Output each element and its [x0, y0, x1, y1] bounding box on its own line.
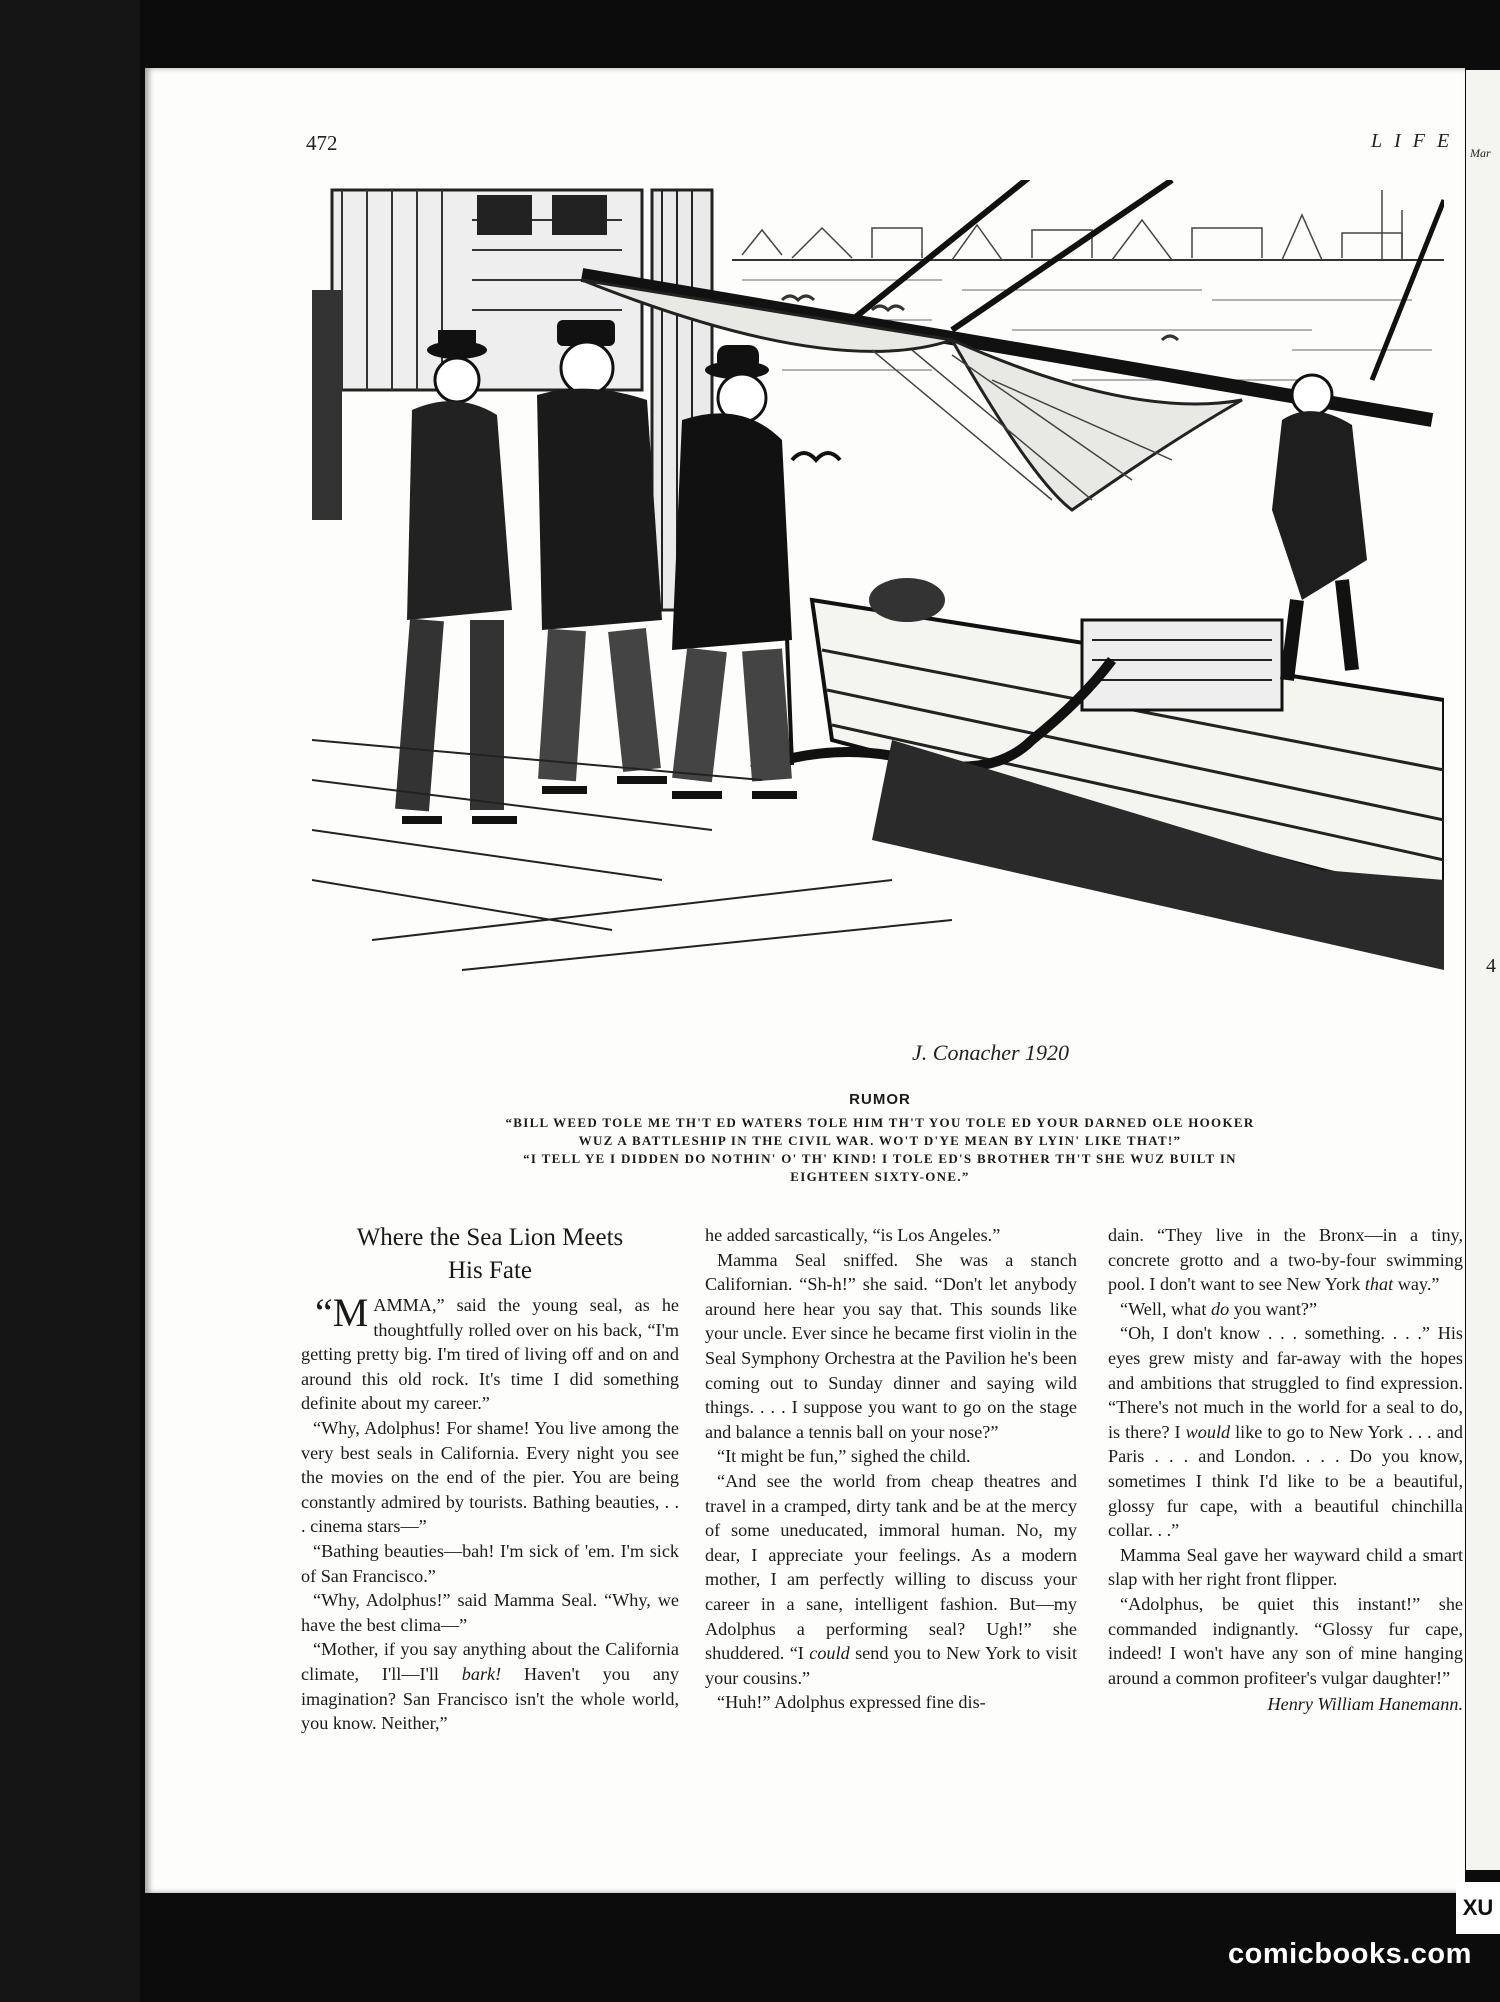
next-page-header: Mar: [1470, 146, 1491, 160]
cartoon-caption: [450, 1091, 1310, 1186]
drop-cap: “M: [315, 1290, 369, 1335]
paragraph: “Mother, if you say anything about the California climate, I'll—I'll bark! Haven't you any imagination? San Francisco isn't the whole world, you know. Neither,”: [301, 1639, 679, 1734]
paragraph: “MAMMA,” said the young seal, as he thoughtfully rolled over on his back, “I'm getting pretty big. I'm tired of living off and on and around this old rock. It's time I did something definite about my career.”: [301, 1290, 679, 1414]
paragraph: “It might be fun,” sighed the child.: [717, 1446, 971, 1467]
paragraph: “Oh, I don't know . . . something. . . .” His eyes grew misty and far-away with the hopes and ambitions that struggled to find expression. “There's not much in the world for a seal to do, is there? I would like to go to New York . . . and Paris . . . and London. . . . Do you know, sometimes I think I'd like to be a beautiful, glossy fur cape, with a beautiful chinchilla collar. . .”: [1108, 1323, 1463, 1541]
paragraph: he added sarcastically, “is Los Angeles.”: [705, 1225, 1001, 1245]
side-tab: XU: [1456, 1882, 1500, 1934]
article-title-line-1: Where the Sea Lion Meets: [356, 1224, 624, 1251]
caption-title: RUMOR: [849, 1091, 911, 1108]
magazine-page: [145, 68, 1465, 1893]
article-column-2: [705, 1223, 1077, 1715]
paragraph: “Adolphus, be quiet this instant!” she commanded indignantly. “Glossy fur cape, indeed! I won't have any son of mine hanging around a common profiteer's vulgar daughter!”: [1108, 1593, 1463, 1688]
caption-line: WUZ A BATTLESHIP IN THE CIVIL WAR. WO'T D'YE MEAN BY LYIN' LIKE THAT!”: [578, 1133, 1182, 1148]
caption-line: “I TELL YE I DIDDEN DO NOTHIN' O' TH' KIND! I TOLE ED'S BROTHER TH'T SHE WUZ BUILT IN: [523, 1151, 1237, 1166]
author-signature: Henry William Hanemann.: [1267, 1694, 1463, 1715]
next-page-number: 4: [1486, 955, 1496, 977]
scan-edge: [0, 0, 140, 2002]
caption-line: EIGHTEEN SIXTY-ONE.”: [790, 1169, 970, 1184]
article-title-line-2: His Fate: [447, 1257, 533, 1284]
artist-signature: J. Conacher 1920: [912, 1040, 1070, 1065]
magazine-title: LIFE: [1371, 130, 1462, 152]
watermark: comicbooks.com: [1228, 1938, 1472, 1970]
next-page-edge: [1466, 70, 1500, 1870]
cartoon-drawing: [312, 180, 1444, 1085]
paragraph: dain. “They live in the Bronx—in a tiny, concrete grotto and a two-by-four swimming pool. I don't want to see New York that way.”: [1108, 1225, 1463, 1295]
page-number: 472: [306, 131, 338, 155]
paragraph: “Huh!” Adolphus expressed fine dis-: [717, 1692, 986, 1713]
paragraph: “Why, Adolphus!” said Mamma Seal. “Why, we have the best clima—”: [301, 1590, 679, 1635]
paragraph: Mamma Seal gave her wayward child a smart slap with her right front flipper.: [1108, 1544, 1463, 1590]
caption-line: “BILL WEED TOLE ME TH'T ED WATERS TOLE HIM TH'T YOU TOLE ED YOUR DARNED OLE HOOKER: [505, 1115, 1255, 1130]
article: [145, 1223, 1465, 1823]
article-column-3: [1108, 1223, 1463, 1717]
paragraph: “Bathing beauties—bah! I'm sick of 'em. I'm sick of San Francisco.”: [301, 1540, 679, 1586]
paragraph: “And see the world from cheap theatres and travel in a cramped, dirty tank and be at the mercy of some uneducated, immoral human. No, my dear, I appreciate your feelings. As a modern mother, I am perfectly willing to discuss your career in a sane, intelligent fashion. But—my Adolphus a performing seal? Ugh!” she shuddered. “I could send you to New York to visit your cousins.”: [705, 1470, 1077, 1688]
paragraph: Mamma Seal sniffed. She was a stanch Californian. “Sh-h!” she said. “Don't let anybody around here hear you say that. This sounds like your uncle. Ever since he became first violin in the Seal Symphony Orchestra at the Pavilion he's been coming out to Sunday dinner and saying wild things. . . . I suppose you want to go on the stage and balance a tennis ball on your nose?”: [705, 1249, 1077, 1442]
article-column-1: [301, 1223, 679, 1736]
article-title: [301, 1221, 679, 1287]
paragraph: “Why, Adolphus! For shame! You live among the very best seals in California. Every night you see the movies on the end of the pier. You are being constantly admired by tourists. Bathing beauties, . . . cinema stars—”: [301, 1417, 679, 1537]
paragraph: “Well, what do you want?”: [1120, 1298, 1318, 1319]
cartoon-illustration: [312, 180, 1444, 1085]
